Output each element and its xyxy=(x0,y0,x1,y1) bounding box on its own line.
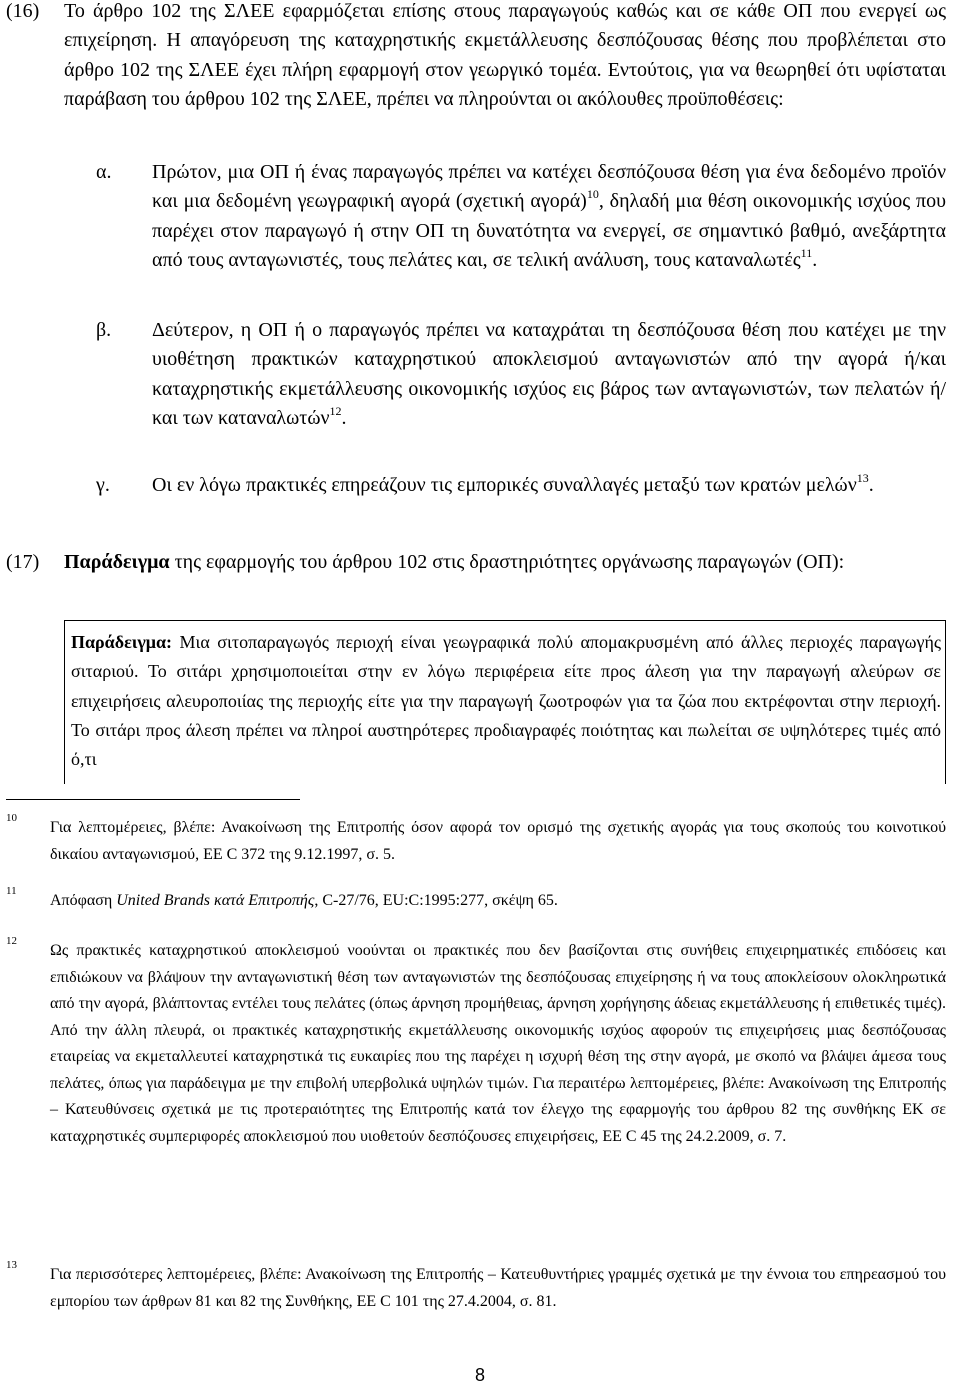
condition-item-b xyxy=(96,316,946,433)
footnote-text: Για λεπτομέρειες, βλέπε: Ανακοίνωση της Επιτροπής όσον αφορά τον ορισμό της σχετικής αγοράς για τους σκοπούς του κοινοτικού δικαίου ανταγωνισμού, ΕΕ C 372 της 9.12.1997, σ. 5. xyxy=(50,819,946,863)
footnote-ref: 13 xyxy=(856,471,869,485)
case-name: United Brands κατά Επιτροπής xyxy=(116,892,315,909)
footnote-11 xyxy=(6,885,946,915)
footnote-number: 12 xyxy=(6,935,17,947)
item-text: Πρώτον, μια ΟΠ ή ένας παραγωγός πρέπει να κατέχει δεσπόζουσα θέση για ένα δεδομένο προϊόν και μια δεδομένη γεωγραφική αγορά (σχετική αγορά)$^{10}$, δηλαδή μια θέση οικονομικής ισχύος που παρέχει στον παραγωγό ή στην ΟΠ τη δυνατότητα να ενεργεί, σε σημαντικό βαθμό, ανεξάρτητα από τους ανταγωνιστές, τους πελάτες και, σε τελική ανάλυση, τους καταναλωτές$^{11}$. xyxy=(152,161,946,271)
footnote-text: Ως πρακτικές καταχρηστικού αποκλεισμού νοούνται οι πρακτικές που δεν βασίζονται στις συνήθεις επιχειρηματικές επιδόσεις και επιδιώκουν να βλάψουν την ανταγωνιστική θέση των ανταγωνιστών της δεσπόζουσας επιχείρησης ή να τους αποκλείσουν ολοκληρωτικά από την αγορά, βλάπτοντας εντέλει τους πελάτες (όπως άρνηση προμήθειας, άρνηση χορήγησης άδειας εκμετάλλευσης ή επιθετικές τιμές). Από την άλλη πλευρά, οι πρακτικές καταχρηστικής εκμετάλλευσης οικονομικής ισχύος αφορούν τις επιχειρήσεις μιας δεσπόζουσας εταιρείας να εκμεταλλευτεί καταχρηστικά τις ευκαιρίες που της παρέχει η ισχυρή θέση της στην αγορά, με σκοπό να βλάψει άμεσα τους πελάτες, όπως για παράδειγμα με την επιβολή υπερβολικά υψηλών τιμών. Για περαιτέρω λεπτομέρειες, βλέπε: Ανακοίνωση της Επιτροπής – Κατευθύνσεις σχετικά με τις προτεραιότητες της Επιτροπής κατά τον έλεγχο της εφαρμογής του άρθρου 82 της συνθήκης ΕΚ σε καταχρηστικές συμπεριφορές αποκλεισμού που υιοθετούν δεσπόζουσες επιχειρήσεις, ΕΕ C 45 της 24.2.2009, σ. 7. xyxy=(50,942,946,1145)
paragraph-number: (17) xyxy=(6,551,40,573)
footnote-text: Για περισσότερες λεπτομέρειες, βλέπε: Ανακοίνωση της Επιτροπής – Κατευθυντήριες γραμμές σχετικά με την έννοια του επηρεασμού του εμπορίου των άρθρων 81 και 82 της Συνθήκης, ΕΕ C 101 της 27.4.2004, σ. 81. xyxy=(50,1266,946,1310)
example-text: Παράδειγμα: Μια σιτοπαραγωγός περιοχή είναι γεωγραφικά πολύ απομακρυσμένη από άλλες περιοχές παραγωγής σιταριού. Το σιτάρι χρησιμοποιείται στην εν λόγω περιφέρεια είτε προς άλεση για την παραγωγή αλεύρων σε επιχειρήσεις αλευροποιίας της περιοχής είτε για την παραγωγή ζωοτροφών για τα ζώα που εκτρέφονται στην περιοχή. Το σιτάρι προς άλεση πρέπει να πληροί αυστηρότερες προδιαγραφές ποιότητας και πωλείται σε υψηλότερες τιμές από ό,τι xyxy=(71,632,941,770)
example-label: Παράδειγμα: xyxy=(71,632,173,652)
paragraph-text: Το άρθρο 102 της ΣΛΕΕ εφαρμόζεται επίσης στους παραγωγούς καθώς και σε κάθε ΟΠ που ενεργεί ως επιχείρηση. Η απαγόρευση της καταχρηστικής εκμετάλλευσης δεσπόζουσας θέσης που προβλέπεται στο άρθρο 102 της ΣΛΕΕ έχει πλήρη εφαρμογή στον γεωργικό τομέα. Εντούτοις, για να θεωρηθεί ότι υφίσταται παράβαση του άρθρου 102 της ΣΛΕΕ, πρέπει να πληρούνται οι ακόλουθες προϋποθέσεις: xyxy=(64,0,946,110)
page-number: 8 xyxy=(474,1365,485,1385)
condition-item-c xyxy=(96,471,946,500)
footnote-number: 13 xyxy=(6,1259,17,1271)
paragraph-text: Παράδειγμα της εφαρμογής του άρθρου 102 στις δραστηριότητες οργάνωσης παραγωγών (ΟΠ): xyxy=(64,551,845,573)
paragraph-number: (16) xyxy=(6,0,40,22)
item-label: α. xyxy=(96,161,112,183)
footnote-10 xyxy=(6,812,946,868)
footnote-12 xyxy=(6,935,946,1150)
paragraph-17 xyxy=(6,548,946,577)
footnote-ref: 11 xyxy=(800,245,813,260)
footnote-text: Απόφαση United Brands κατά Επιτροπής, C-27/76, EU:C:1995:277, σκέψη 65. xyxy=(50,892,558,909)
item-label: β. xyxy=(96,319,112,341)
footnote-ref: 10 xyxy=(586,187,599,202)
example-box xyxy=(64,620,946,784)
footnote-number: 10 xyxy=(6,812,17,824)
example-heading: Παράδειγμα xyxy=(64,551,170,573)
footnote-number: 11 xyxy=(6,885,17,897)
footnote-ref: 12 xyxy=(329,403,342,418)
condition-item-a xyxy=(96,158,946,275)
footnote-13 xyxy=(6,1259,946,1315)
item-text: Οι εν λόγω πρακτικές επηρεάζουν τις εμπορικές συναλλαγές μεταξύ των κρατών μελών$^{13}$. xyxy=(152,471,874,496)
footnote-separator xyxy=(6,799,300,800)
item-label: γ. xyxy=(96,474,110,496)
item-text: Δεύτερον, η ΟΠ ή ο παραγωγός πρέπει να καταχράται τη δεσπόζουσα θέση που κατέχει με την υιοθέτηση πρακτικών καταχρηστικού αποκλεισμού ανταγωνιστών από την αγορά ή/και καταχρηστικής εκμετάλλευσης οικονομικής ισχύος εις βάρος των ανταγωνιστών, των πελατών ή/και των καταναλωτών$^{12}$. xyxy=(152,319,946,429)
paragraph-16 xyxy=(6,0,946,114)
